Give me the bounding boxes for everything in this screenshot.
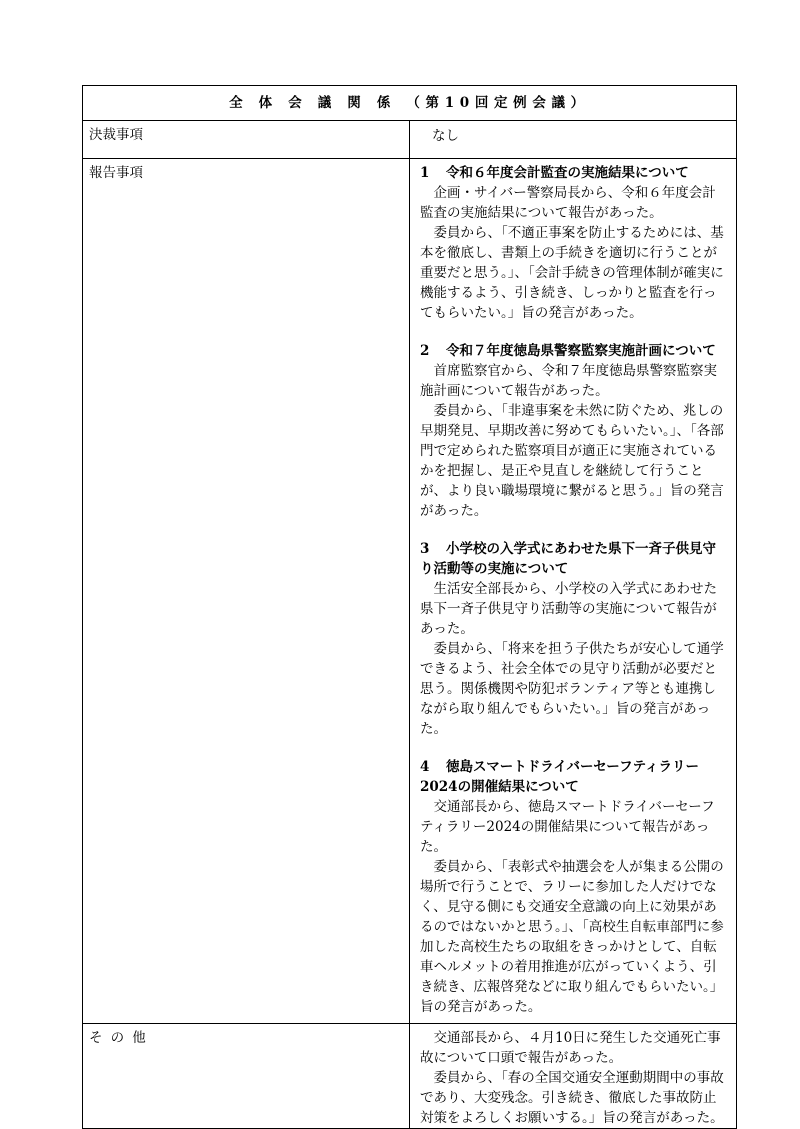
report-paragraph: 企画・サイバー警察局長から、令和６年度会計監査の実施結果について報告があった。 (420, 185, 716, 221)
report-paragraph: 委員から、「不適正事案を防止するためには、基本を徹底し、書類上の手続きを適切に行うことが重要だと思う。」、「会計手続きの管理体制が確実に機能するよう、引き続き、しっかりと監査を行ってもらいたい。」旨の発言があった。 (420, 225, 724, 321)
sonota-content (410, 1024, 737, 1129)
report-paragraph: 生活安全部長から、小学校の入学式にあわせた県下一斉子供見守り活動等の実施について報告があった。 (420, 581, 717, 637)
houkoku-row (83, 159, 737, 1024)
report-item-title: 令和６年度会計監査の実施結果について (446, 165, 689, 181)
meeting-report-table (82, 85, 737, 1129)
houkoku-label: 報告事項 (83, 159, 410, 1024)
report-paragraph: 首席監察官から、令和７年度徳島県警察監察実施計画について報告があった。 (420, 363, 717, 399)
report-item-heading (420, 539, 726, 579)
kessai-row (83, 121, 737, 159)
sonota-paragraph: 委員から、「春の全国交通安全運動期間中の事故であり、大変残念。引き続き、徹底した事故防止対策をよろしくお願いする。」旨の発言があった。 (420, 1070, 724, 1126)
table-title: 全 体 会 議 関 係 （第10回定例会議） (83, 86, 737, 121)
report-item-heading (420, 341, 726, 361)
report-item-title: 徳島スマートドライバーセーフティラリー2024の開催結果について (420, 759, 699, 795)
report-item (420, 757, 726, 1017)
title-row (83, 86, 737, 121)
houkoku-content (410, 159, 737, 1024)
report-item (420, 163, 726, 323)
sonota-row (83, 1024, 737, 1129)
report-item-heading (420, 757, 726, 797)
report-paragraph: 交通部長から、徳島スマートドライバーセーフティラリー2024の開催結果について報告があった。 (420, 799, 715, 855)
report-item-number: 3 (420, 541, 430, 557)
report-item-number: 1 (420, 165, 430, 181)
report-item (420, 341, 726, 521)
kessai-value: なし (410, 121, 737, 159)
report-item-number: 2 (420, 343, 430, 359)
sonota-label: その他 (83, 1024, 410, 1129)
report-paragraph: 委員から、「非違事案を未然に防ぐため、兆しの早期発見、早期改善に努めてもらいたい。」、「各部門で定められた監察項目が適正に実施されているかを把握し、是正や見直しを継続して行うことが、より良い職場環境に繋がると思う。」旨の発言があった。 (420, 403, 724, 519)
report-item-number: 4 (420, 759, 430, 775)
report-paragraph: 委員から、「表彰式や抽選会を人が集まる公開の場所で行うことで、ラリーに参加した人だけでなく、見守る側にも交通安全意識の向上に効果があるのではないかと思う。」、「高校生自転車部門に参加した高校生たちの取組をきっかけとして、自転車ヘルメットの着用推進が広がっていくよう、引き続き、広報啓発などに取り組んでもらいたい。」旨の発言があった。 (420, 859, 724, 1015)
report-item-heading (420, 163, 726, 183)
kessai-label: 決裁事項 (83, 121, 410, 159)
report-paragraph: 委員から、「将来を担う子供たちが安心して通学できるよう、社会全体での見守り活動が必要だと思う。関係機関や防犯ボランティア等とも連携しながら取り組んでもらいたい。」旨の発言があった。 (420, 641, 724, 737)
sonota-paragraph: 交通部長から、４月10日に発生した交通死亡事故について口頭で報告があった。 (420, 1030, 721, 1066)
report-item-title: 小学校の入学式にあわせた県下一斉子供見守り活動等の実施について (420, 541, 716, 577)
report-item (420, 539, 726, 739)
report-item-title: 令和７年度徳島県警察監察実施計画について (446, 343, 716, 359)
